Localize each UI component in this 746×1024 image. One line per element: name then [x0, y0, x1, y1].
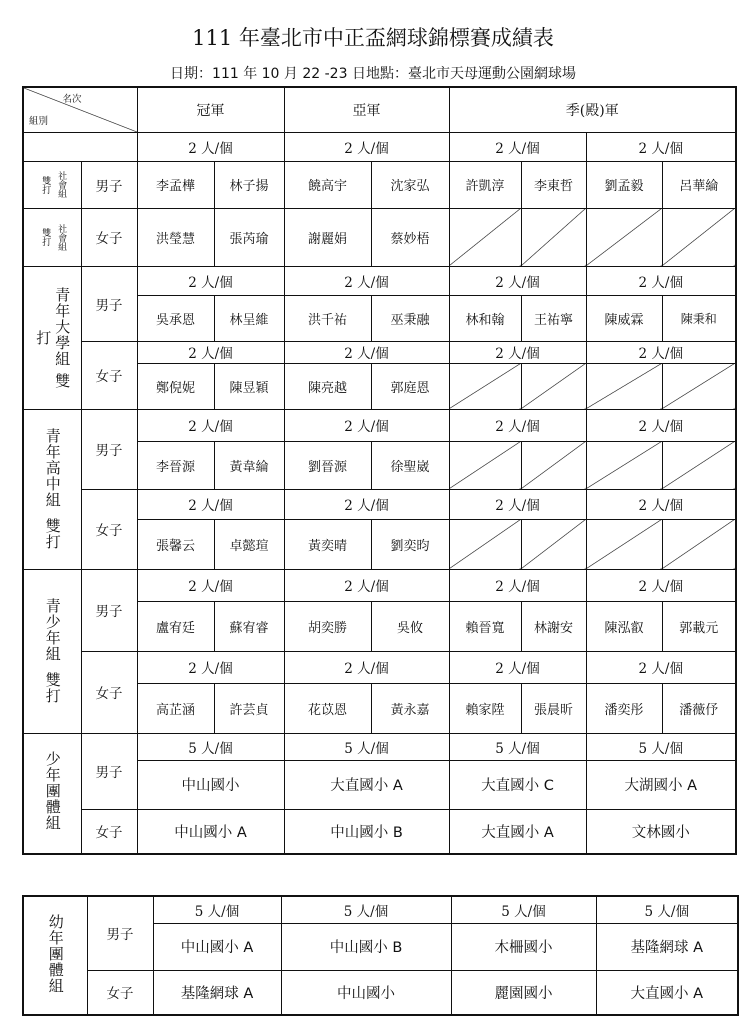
- results-table: [22, 86, 737, 855]
- player-cell: 許芸貞: [214, 683, 284, 733]
- gender-female: 女子: [81, 208, 137, 266]
- team-cell: 中山國小 B: [281, 923, 451, 970]
- player-cell: 黃奕晴: [284, 519, 371, 569]
- social-group-label: 社會組: [56, 171, 67, 198]
- college-side-label: 打: [34, 329, 53, 346]
- junior-group-label: 青少年組: [43, 598, 62, 662]
- kinder-team-group-label: 幼年團體組: [46, 913, 65, 994]
- count-cell: 2 人/個: [284, 569, 449, 601]
- count-cell: 5 人/個: [284, 733, 449, 760]
- count-cell: 2 人/個: [284, 489, 449, 519]
- header-rank-label: 名次: [62, 94, 82, 105]
- player-cell: 潘薇伃: [662, 683, 736, 733]
- kinder-team-table: [22, 895, 739, 1016]
- team-cell: 麗園國小: [451, 970, 596, 1015]
- empty-slash-cell: [662, 208, 736, 266]
- player-cell: 劉孟毅: [586, 161, 662, 208]
- high-doubles-label: 雙打: [43, 518, 62, 550]
- gender-male: 男子: [87, 896, 153, 970]
- count-cell: 2 人/個: [284, 266, 449, 295]
- player-cell: 陳昱穎: [214, 363, 284, 409]
- player-cell: 盧宥廷: [137, 601, 214, 651]
- empty-slash-cell: [586, 441, 662, 489]
- player-cell: 沈家弘: [371, 161, 449, 208]
- gender-male: 男子: [81, 733, 137, 809]
- count-row: [23, 489, 736, 519]
- count-row: [23, 651, 736, 683]
- count-cell: 2 人/個: [586, 569, 736, 601]
- empty-slash-cell: [521, 519, 586, 569]
- count-row: [23, 266, 736, 295]
- kinder-team-label: [23, 896, 87, 1015]
- player-cell: 李東哲: [521, 161, 586, 208]
- junior-doubles-label: 雙打: [43, 672, 62, 704]
- player-cell: 林謝安: [521, 601, 586, 651]
- header-group-label: 組別: [29, 115, 49, 127]
- social-group-label: 社會組: [56, 223, 67, 251]
- player-cell: 陳威霖: [586, 295, 662, 341]
- college-group-label: 青年大學組: [53, 286, 72, 367]
- empty-slash-cell: [586, 363, 662, 409]
- count-row: [23, 569, 736, 601]
- college-doubles-label: 雙: [53, 372, 72, 389]
- count-cell: 2 人/個: [586, 266, 736, 295]
- gender-female: 女子: [81, 651, 137, 733]
- header-second: 亞軍: [284, 87, 449, 132]
- gender-female: 女子: [81, 809, 137, 854]
- empty-slash-cell: [662, 519, 736, 569]
- player-cell: 花苡恩: [284, 683, 371, 733]
- empty-slash-cell: [449, 363, 521, 409]
- gender-male: 男子: [81, 266, 137, 341]
- player-cell: 張馨云: [137, 519, 214, 569]
- count-cell: 5 人/個: [153, 896, 281, 923]
- player-cell: 張芮瑜: [214, 208, 284, 266]
- header-corner-cell: [23, 87, 137, 132]
- player-cell: 郭庭恩: [371, 363, 449, 409]
- empty-slash-cell: [521, 363, 586, 409]
- player-cell: 蘇宥睿: [214, 601, 284, 651]
- count-cell: 2 人/個: [137, 569, 284, 601]
- player-cell: 陳亮越: [284, 363, 371, 409]
- count-cell: 2 人/個: [137, 341, 284, 363]
- junior-label: [23, 569, 81, 733]
- gender-female: 女子: [81, 341, 137, 409]
- player-cell: 賴晉寬: [449, 601, 521, 651]
- social-female-row: [23, 208, 736, 266]
- player-cell: 林和翰: [449, 295, 521, 341]
- player-cell: 吳承恩: [137, 295, 214, 341]
- count-cell: 2 人/個: [449, 409, 586, 441]
- empty-slash-cell: [586, 208, 662, 266]
- player-cell: 李晉源: [137, 441, 214, 489]
- count-cell: 5 人/個: [451, 896, 596, 923]
- player-cell: 卓懿瑄: [214, 519, 284, 569]
- team-cell: 大直國小 A: [596, 970, 738, 1015]
- count-cell: 5 人/個: [586, 733, 736, 760]
- player-cell: 蔡妙梧: [371, 208, 449, 266]
- count-cell: 2 人/個: [449, 489, 586, 519]
- team-cell: 大直國小 A: [284, 760, 449, 809]
- social-male-row: [23, 161, 736, 208]
- count-cell: 2 人/個: [137, 266, 284, 295]
- count-cell: 2 人/個: [137, 409, 284, 441]
- count-cell: 2 人/個: [586, 409, 736, 441]
- count-row: [23, 733, 736, 760]
- page-subtitle: 日期：111 年 10 月 22 -23 日地點：臺北市天母運動公園網球場: [170, 66, 576, 82]
- header-row: [23, 87, 736, 132]
- youth-team-group-label: 少年團體組: [43, 751, 62, 832]
- social-label: [23, 161, 81, 208]
- team-cell: 大直國小 C: [449, 760, 586, 809]
- social-label: [23, 208, 81, 266]
- gender-male: 男子: [81, 569, 137, 651]
- player-cell: 林呈維: [214, 295, 284, 341]
- player-cell: 高芷涵: [137, 683, 214, 733]
- youth-team-female-row: [23, 809, 736, 854]
- college-label: [23, 266, 81, 409]
- empty-slash-cell: [521, 441, 586, 489]
- header-first: 冠軍: [137, 87, 284, 132]
- player-cell: 呂華綸: [662, 161, 736, 208]
- count-cell: 2 人/個: [284, 651, 449, 683]
- player-cell: 劉奕昀: [371, 519, 449, 569]
- player-cell: 陳秉和: [662, 295, 736, 341]
- team-cell: 中山國小 A: [153, 923, 281, 970]
- player-cell: 郭載元: [662, 601, 736, 651]
- count-cell: 5 人/個: [137, 733, 284, 760]
- team-cell: 大直國小 A: [449, 809, 586, 854]
- empty-slash-cell: [449, 208, 521, 266]
- count-cell: 2 人/個: [586, 489, 736, 519]
- count-row: [23, 341, 736, 363]
- count-cell: 2 人/個: [449, 569, 586, 601]
- player-cell: 饒高宇: [284, 161, 371, 208]
- count-cell: 5 人/個: [449, 733, 586, 760]
- count-cell: 2 人/個: [449, 341, 586, 363]
- player-cell: 徐聖崴: [371, 441, 449, 489]
- team-cell: 基隆網球 A: [596, 923, 738, 970]
- empty-slash-cell: [521, 208, 586, 266]
- count-cell: 5 人/個: [281, 896, 451, 923]
- player-cell: 胡奕勝: [284, 601, 371, 651]
- count-cell: 2 人/個: [586, 341, 736, 363]
- count-cell: 2 人/個: [449, 132, 586, 161]
- count-cell: 2 人/個: [284, 409, 449, 441]
- player-cell: 吳攸: [371, 601, 449, 651]
- empty-slash-cell: [586, 519, 662, 569]
- empty-slash-cell: [449, 441, 521, 489]
- team-cell: 文林國小: [586, 809, 736, 854]
- player-cell: 黃韋綸: [214, 441, 284, 489]
- player-cell: 林子揚: [214, 161, 284, 208]
- player-cell: 巫秉融: [371, 295, 449, 341]
- count-cell: 2 人/個: [137, 132, 284, 161]
- player-cell: 劉晉源: [284, 441, 371, 489]
- header-third: 季(殿)軍: [449, 87, 736, 132]
- count-cell: 2 人/個: [284, 341, 449, 363]
- player-cell: 王祐寧: [521, 295, 586, 341]
- count-cell: 2 人/個: [449, 651, 586, 683]
- player-cell: 洪千祐: [284, 295, 371, 341]
- player-cell: 李孟樺: [137, 161, 214, 208]
- player-cell: 張晨昕: [521, 683, 586, 733]
- player-cell: 謝麗娟: [284, 208, 371, 266]
- gender-female: 女子: [87, 970, 153, 1015]
- gender-female: 女子: [81, 489, 137, 569]
- high-group-label: 青年高中組: [43, 428, 62, 508]
- blank-cell: [23, 132, 137, 161]
- empty-slash-cell: [449, 519, 521, 569]
- count-row: [23, 896, 738, 923]
- team-cell: 中山國小: [281, 970, 451, 1015]
- team-cell: 中山國小: [137, 760, 284, 809]
- team-cell: 中山國小 B: [284, 809, 449, 854]
- empty-slash-cell: [662, 363, 736, 409]
- page-title: 111 年臺北市中正盃網球錦標賽成績表: [192, 26, 554, 50]
- player-cell: 賴家陞: [449, 683, 521, 733]
- youth-team-label: [23, 733, 81, 854]
- social-doubles-label: 雙打: [40, 228, 51, 246]
- count-cell: 2 人/個: [586, 132, 736, 161]
- empty-slash-cell: [662, 441, 736, 489]
- player-cell: 鄭倪妮: [137, 363, 214, 409]
- count-row: [23, 409, 736, 441]
- player-cell: 黃永嘉: [371, 683, 449, 733]
- kinder-team-female-row: [23, 970, 738, 1015]
- count-cell: 2 人/個: [449, 266, 586, 295]
- social-doubles-label: 雙打: [40, 175, 51, 194]
- player-cell: 潘奕彤: [586, 683, 662, 733]
- count-cell: 2 人/個: [284, 132, 449, 161]
- player-cell: 洪瑩慧: [137, 208, 214, 266]
- count-cell: 2 人/個: [137, 651, 284, 683]
- gender-male: 男子: [81, 409, 137, 489]
- team-cell: 大湖國小 A: [586, 760, 736, 809]
- team-cell: 木柵國小: [451, 923, 596, 970]
- high-label: [23, 409, 81, 569]
- player-cell: 陳泓叡: [586, 601, 662, 651]
- player-cell: 許凱淳: [449, 161, 521, 208]
- gender-male: 男子: [81, 161, 137, 208]
- team-cell: 基隆網球 A: [153, 970, 281, 1015]
- count-row: [23, 132, 736, 161]
- count-cell: 2 人/個: [586, 651, 736, 683]
- count-cell: 5 人/個: [596, 896, 738, 923]
- count-cell: 2 人/個: [137, 489, 284, 519]
- team-cell: 中山國小 A: [137, 809, 284, 854]
